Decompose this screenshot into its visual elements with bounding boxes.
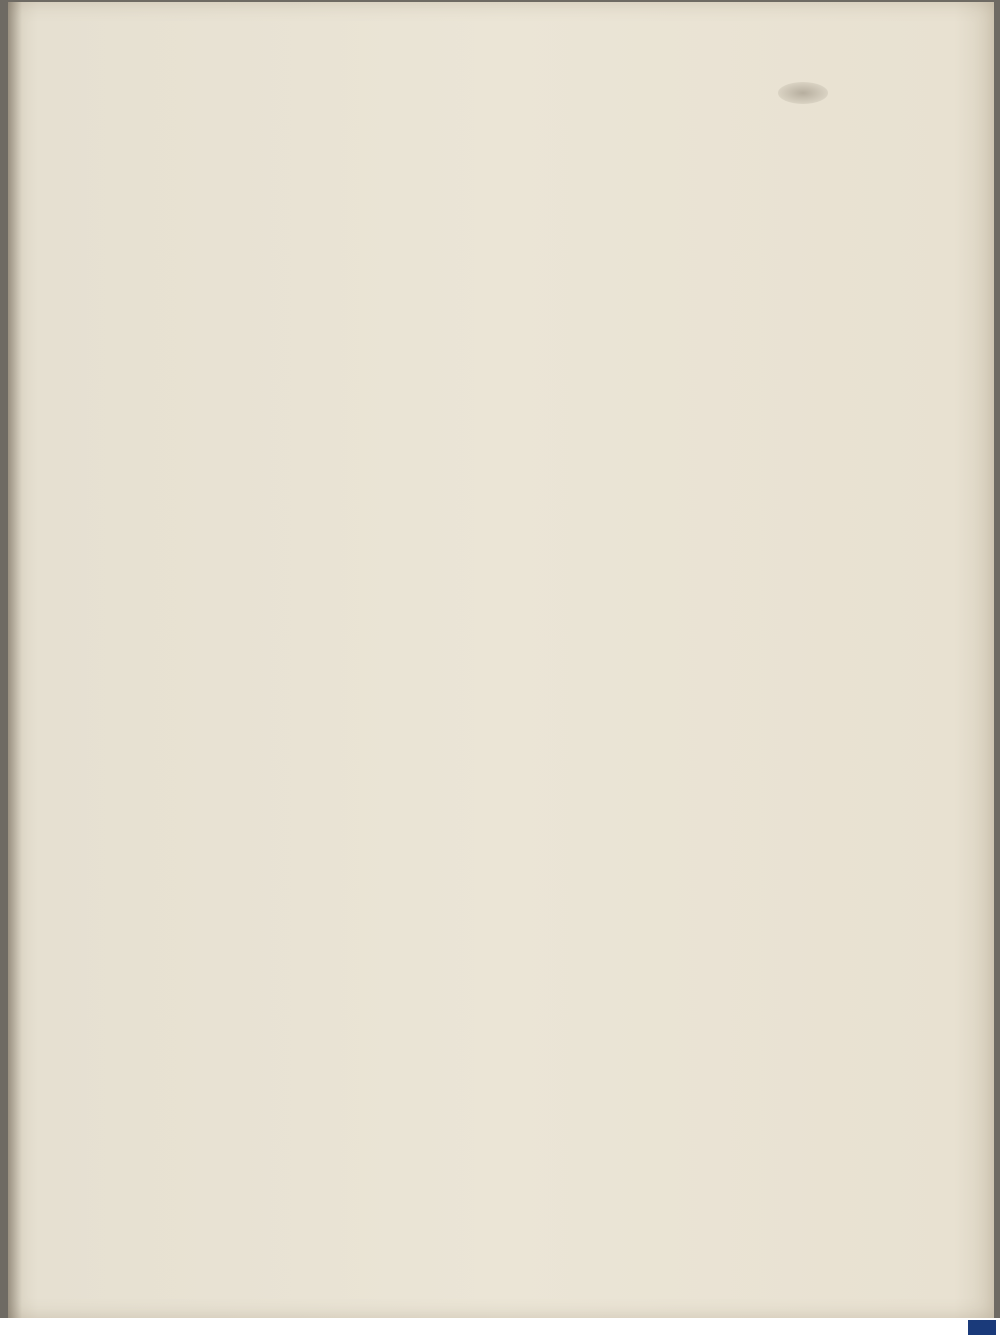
page-stain <box>778 82 828 104</box>
footer-bar <box>0 1318 1000 1339</box>
body-text <box>50 144 755 168</box>
book-page <box>8 2 994 1318</box>
section-heading <box>50 144 755 168</box>
dfg-logo <box>968 1320 996 1335</box>
